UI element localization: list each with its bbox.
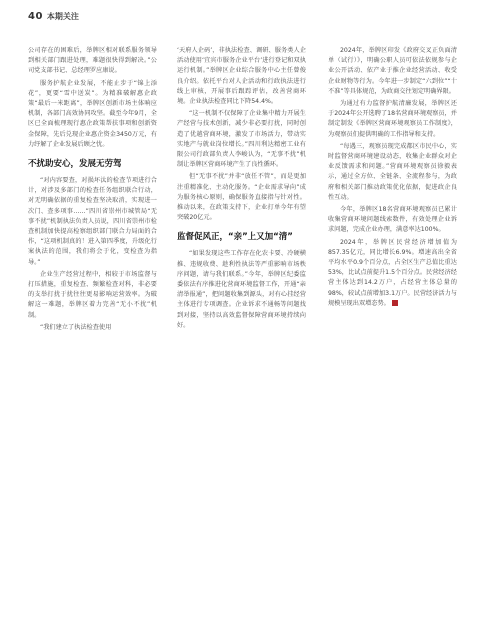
paragraph: 公司存在的困难后，举牌区相对联系服务领导到相关部门跟进处理，难题很快得到解决。”公司党支部书记、总经理罗应康说。 [28, 47, 157, 75]
paragraph: 服务护航企业发展，不能止步于“锦上添花”，更要“雪中送炭”。为精准破解惠企政策“最后一米距离”，举牌区创新市场主体响应机制，各部门高效协同攻坚。截至今年9月，全区已全面梳理现行惠企政策帮扶事项和创新资金保障，先后兑现企业惠企资金3450万元，有力纾解了企业发展后顾之忧。 [28, 79, 157, 148]
text-column-3 [328, 46, 457, 311]
paragraph: 今年，举牌区18名营商环境观察员已累计收集营商环境问题线索数件，有效处理企业诉求问题，完成企业办理，满意率达100%。 [328, 206, 457, 234]
column-title: 本期关注 [46, 11, 79, 21]
paragraph: “每遇三，观察员现完成都区市民中心，实时监督营商环境建设动态，收集企业群众对企业反馈需求和问题。”营商环境观察员徐毅表示，通过全方位、全链条、全流程参与，为政府和相关部门推动政策优化依据，促进政企良性互动。 [328, 142, 457, 201]
paragraph: 为通过有力监督护航清廉发展，举牌区还于2024年公开选聘了18名营商环境观察员，并制定制发《举牌区营商环境观察员工作制度》，为观察员们提供明确的工作指导和支持。 [328, 100, 457, 138]
page-header [28, 8, 79, 24]
paragraph: “如果发现这些工作存在化农卡要、冷硬横推、违规收费、趁利性执法等严重影响市场秩序问题，请与我们联系。”今年，举牌区纪委监委依法有序推进化营商环境监督工作，开通“亲清举报通”，把问题收集到源头，对有心挂经营主体进行专项调查。企业诉求不通畅等问题找到对接，坚持以高效监督保障营商环境持续向好。 [177, 250, 306, 329]
paragraph: “我们建立了执法检查使用 [40, 323, 112, 331]
paragraph: ‘天府人企码’，非执法检查、调研、服务类人企活动使用‘宜宾市服务企业平台’进行登记和双执运行机制。”举牌区企业综合服务中心主任曾俊良介绍。依托平台对人企活动和行政执法进行线上审核，开展事后跟踪评估，改善营商环境。企业执法检查同比下降54.4%。 [177, 47, 306, 106]
page-number: 40 [28, 10, 43, 22]
end-mark-icon [392, 300, 398, 306]
paragraph-last [328, 238, 457, 309]
paragraph: “对内容要查，对损坏汰的检查节项进行合计，对涉及多部门的检查任务组织联合行动，对无明确依据的重复检查坚决取消，实现进一次门、查多项事……”四川省崇州市城管局“无事不扰”机制执法负责人员说，四川省崇州市检查机制加快提高检察组织部门联合力局面的合作，“这项机制真的！进入第四季度，升级化行案执法的范围，我们将会于化，变检查为指导。” [28, 177, 157, 266]
paragraph: 企业生产经营过程中，相较于市场监督与打压措施，重复检查、频繁检查对科，非必要的支举打扰于扰往往更易影响运营效率。为破解这一难题，举牌区着力完善“无小不扰”机制。 [28, 270, 157, 319]
section-heading: 不扰助安心，发展无劳驾 [28, 159, 122, 170]
text-column-1 [28, 46, 157, 335]
section-heading: 监督促风正，“亲”上又加“清” [177, 232, 293, 243]
paragraph-text: 2024年，举牌区民营经济增加值为857.35亿元，同比增长6.9%。增速高出全省平均水平0.9个百分点，占全区生产总值比重达53%，比试点前提升1.5个百分点。民营经济经营主体达到14.2万户，占经营主体总量的98%，较试点前增加3.1万户。民营经济活力与规模呈现出双增态势。 [328, 238, 457, 307]
paragraph: 2024年，举牌区印发《政府交叉正负面清单（试行）》，明确公职人员可依法依规参与企业公开活动、依产业于推企业经营活动、收受企业财物等行为。今年进一步制定“六到位”“十不准”等具体规范，为政商交往划定明确界限。 [328, 47, 457, 95]
paragraph: 但“无事不扰”并非“放任不管”，而是更加注重精准化、主动化服务。“企业需求导向”成为服务核心原则，确保服务直接指与针对性。推动以来，在政策支持下，企业打单今年有望突破20亿元。 [177, 173, 306, 222]
text-column-2 [177, 46, 306, 333]
paragraph: “这一机制不仅保障了企业集中精力开展生产经营与技术创新，减少非必要打扰，同时创造了优越营商环境，激发了市场活力，带动实实地产与就业岗位增长。”四川利达精密工业有限公司行政部负责人李峻认为，“无事不扰”机制让举牌区营商环境产生了良性循环。 [177, 110, 306, 169]
